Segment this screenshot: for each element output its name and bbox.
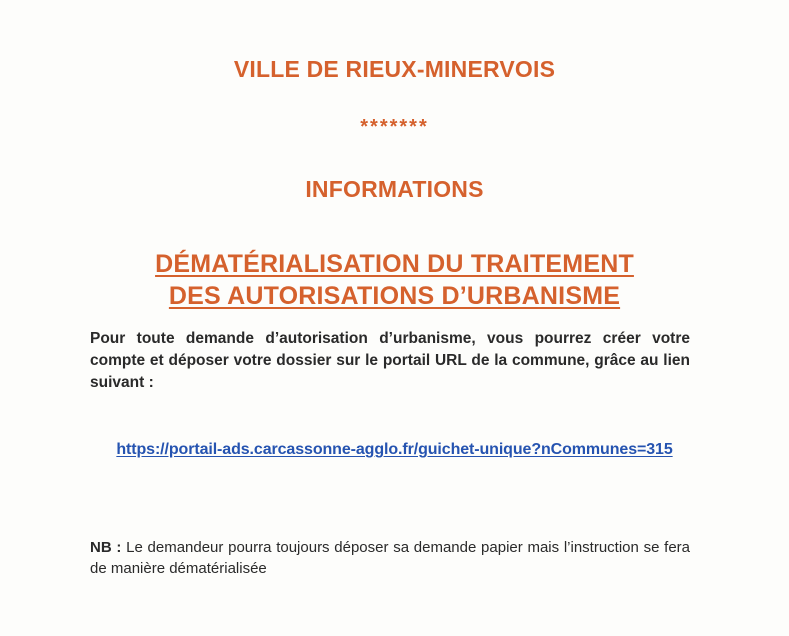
heading-line-2: DES AUTORISATIONS D’URBANISME [168, 282, 621, 310]
note-paragraph [90, 537, 690, 579]
portal-link[interactable]: https://portail-ads.carcassonne-agglo.fr/guichet-unique?nCommunes=315 [116, 441, 673, 458]
note-label: NB : [90, 539, 122, 556]
note-text: Le demandeur pourra toujours déposer sa demande papier mais l’instruction se fera de manière dématérialisée [90, 539, 690, 577]
intro-paragraph: Pour toute demande d’autorisation d’urbanisme, vous pourrez créer votre compte et déposer votre dossier sur le portail URL de la commune, grâce au lien suivant : [90, 330, 690, 391]
separator-stars: ******* [360, 116, 429, 138]
section-title: INFORMATIONS [305, 176, 484, 202]
heading-line-1: DÉMATÉRIALISATION DU TRAITEMENT [155, 250, 634, 278]
main-heading [0, 248, 789, 312]
town-title: VILLE DE RIEUX-MINERVOIS [233, 56, 556, 82]
